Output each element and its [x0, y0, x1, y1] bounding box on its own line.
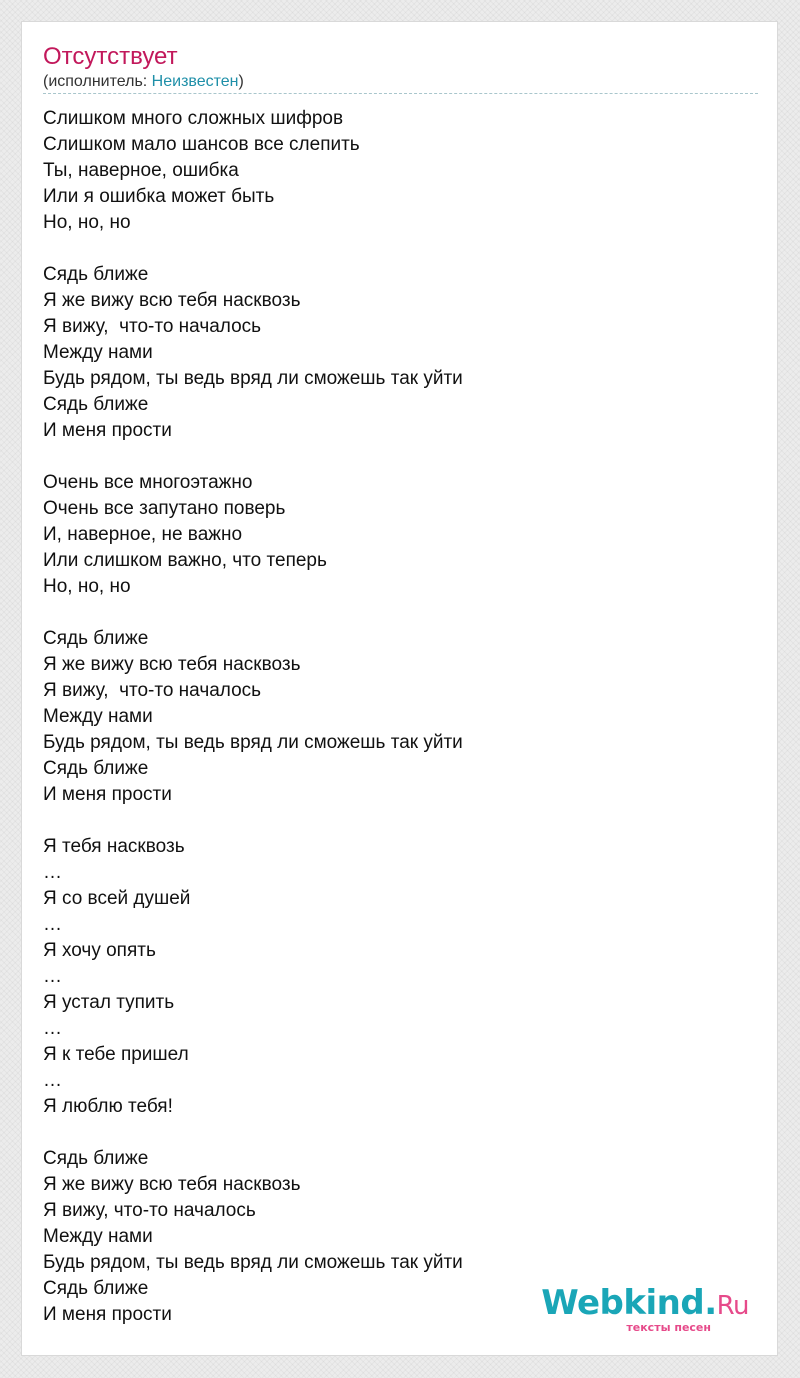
lyric-line: Я же вижу всю тебя насквозь — [43, 290, 301, 311]
lyric-line: И меня прости — [43, 784, 172, 805]
lyric-line: Слишком мало шансов все слепить — [43, 134, 360, 155]
lyric-line: Ты, наверное, ошибка — [43, 160, 239, 181]
lyric-line: … — [43, 914, 62, 935]
lyric-line: И меня прости — [43, 420, 172, 441]
lyric-line: Сядь ближе — [43, 758, 149, 779]
stanza-break — [43, 600, 463, 626]
lyric-line: И меня прости — [43, 1304, 172, 1325]
stanza-break — [43, 1120, 463, 1146]
artist-line — [43, 72, 244, 92]
artist-prefix: (исполнитель: — [43, 73, 152, 90]
lyric-line: Я люблю тебя! — [43, 1096, 173, 1117]
lyric-line: Или слишком важно, что теперь — [43, 550, 327, 571]
artist-suffix: ) — [238, 73, 244, 90]
lyric-line: Я вижу, что-то началось — [43, 1200, 256, 1221]
lyric-line: Я же вижу всю тебя насквозь — [43, 654, 301, 675]
logo-dot: . — [704, 1283, 717, 1323]
logo-wordmark — [541, 1283, 749, 1323]
lyric-line: Слишком много сложных шифров — [43, 108, 344, 129]
artist-link[interactable]: Неизвестен — [151, 73, 239, 90]
logo-tld: Ru — [716, 1291, 749, 1321]
lyric-line: Я к тебе пришел — [43, 1044, 189, 1065]
lyrics-card — [21, 21, 778, 1356]
lyric-line: Очень все запутано поверь — [43, 498, 286, 519]
lyric-line: Будь рядом, ты ведь вряд ли сможешь так уйти — [43, 368, 463, 389]
lyric-line: Или я ошибка может быть — [43, 186, 275, 207]
lyric-line: Я хочу опять — [43, 940, 156, 961]
lyric-line: Между нами — [43, 706, 153, 727]
lyric-line: Я тебя насквозь — [43, 836, 185, 857]
lyric-line: Я со всей душей — [43, 888, 191, 909]
lyric-line: Будь рядом, ты ведь вряд ли сможешь так уйти — [43, 732, 463, 753]
lyric-line: Будь рядом, ты ведь вряд ли сможешь так уйти — [43, 1252, 463, 1273]
logo-tagline: тексты песен — [626, 1321, 711, 1334]
stanza-break — [43, 444, 463, 470]
lyric-line: Я вижу, что-то началось — [43, 316, 262, 337]
lyric-line: … — [43, 862, 62, 883]
lyrics-text — [43, 106, 463, 1328]
song-title: Отсутствует — [43, 43, 178, 70]
lyric-line: Очень все многоэтажно — [43, 472, 253, 493]
lyric-line: … — [43, 1070, 62, 1091]
lyric-line: Я же вижу всю тебя насквозь — [43, 1174, 301, 1195]
lyric-line: И, наверное, не важно — [43, 524, 243, 545]
lyric-line: Между нами — [43, 342, 153, 363]
lyric-line: Сядь ближе — [43, 628, 149, 649]
lyric-line: Я устал тупить — [43, 992, 175, 1013]
stanza-break — [43, 808, 463, 834]
lyric-line: Но, но, но — [43, 212, 131, 233]
lyric-line: … — [43, 1018, 62, 1039]
site-logo[interactable] — [541, 1283, 749, 1334]
lyric-line: Сядь ближе — [43, 1278, 149, 1299]
lyric-line: Сядь ближе — [43, 1148, 149, 1169]
logo-main-text: Webkind — [541, 1283, 705, 1323]
lyric-line: … — [43, 966, 62, 987]
lyric-line: Сядь ближе — [43, 264, 149, 285]
lyric-line: Между нами — [43, 1226, 153, 1247]
lyric-line: Я вижу, что-то началось — [43, 680, 262, 701]
stanza-break — [43, 236, 463, 262]
lyric-line: Но, но, но — [43, 576, 131, 597]
title-divider — [43, 93, 758, 94]
lyric-line: Сядь ближе — [43, 394, 149, 415]
